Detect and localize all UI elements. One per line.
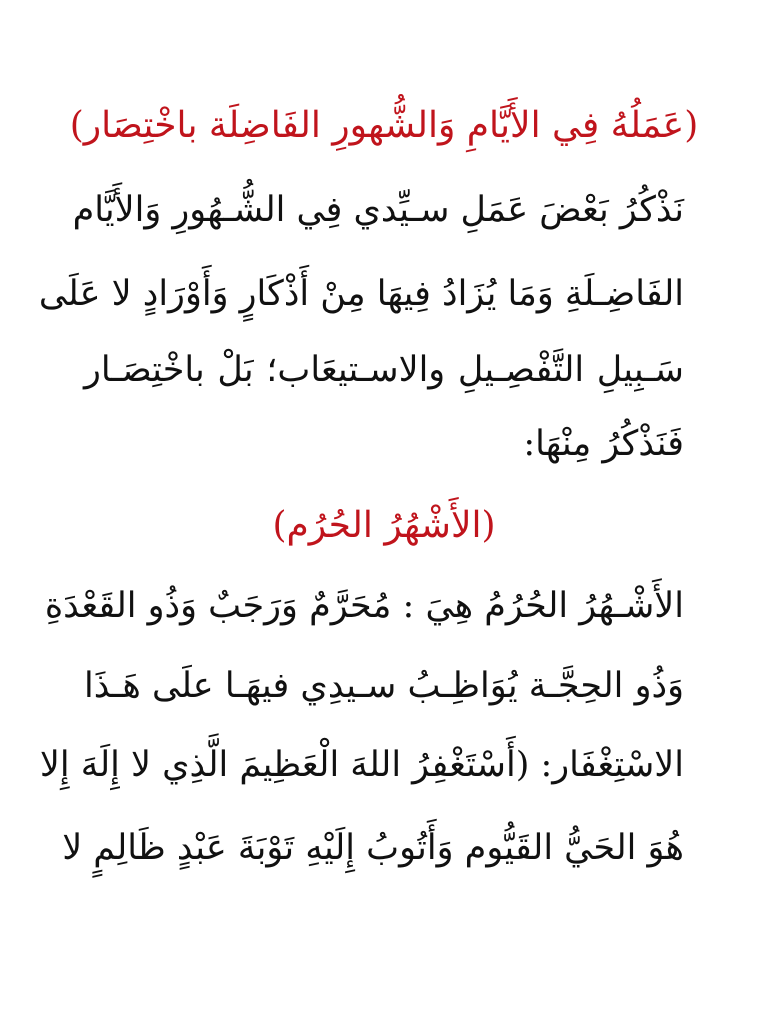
section-heading-sacred-months: (الأَشْهُرُ الحُرُم) — [272, 505, 496, 546]
paragraph-line: الفَاضِـلَةِ وَمَا يُزَادُ فِيهَا مِنْ أَذْكَارٍ وَأَوْرَادٍ لا عَلَى — [38, 274, 684, 314]
paragraph-line: وَذُو الحِجَّـة يُوَاظِـبُ سـيدِي فيهَـا علَى هَـذَا — [84, 666, 684, 706]
paragraph-line: فَنَذْكُرُ مِنْهَا: — [523, 424, 684, 464]
paragraph-line: نَذْكُرُ بَعْضَ عَمَلِ سـيِّدي فِي الشُّـهُورِ وَالأَيَّام — [72, 190, 684, 230]
paragraph-line: سَـبِيلِ التَّفْصِـيلِ والاسـتيعَاب؛ بَلْ باخْتِصَـار — [84, 350, 684, 390]
paragraph-line: الأَشْـهُرُ الحُرُمُ هِيَ : مُحَرَّمٌ وَرَجَبٌ وَذُو القَعْدَةِ — [44, 586, 684, 626]
paragraph-line: الاسْتِغْفَار: (أَسْتَغْفِرُ اللهَ الْعَظِيمَ الَّذِي لا إِلَهَ إِلا — [39, 745, 684, 785]
section-heading-virtuous-days: (عَمَلُهُ فِي الأَيَّامِ وَالشُّهورِ الفَاضِلَة باخْتِصَار) — [69, 105, 699, 146]
paragraph-line: هُوَ الحَيُّ القَيُّوم وَأَتُوبُ إِلَيْهِ تَوْبَةَ عَبْدٍ ظَالِمٍ لا — [62, 828, 684, 868]
